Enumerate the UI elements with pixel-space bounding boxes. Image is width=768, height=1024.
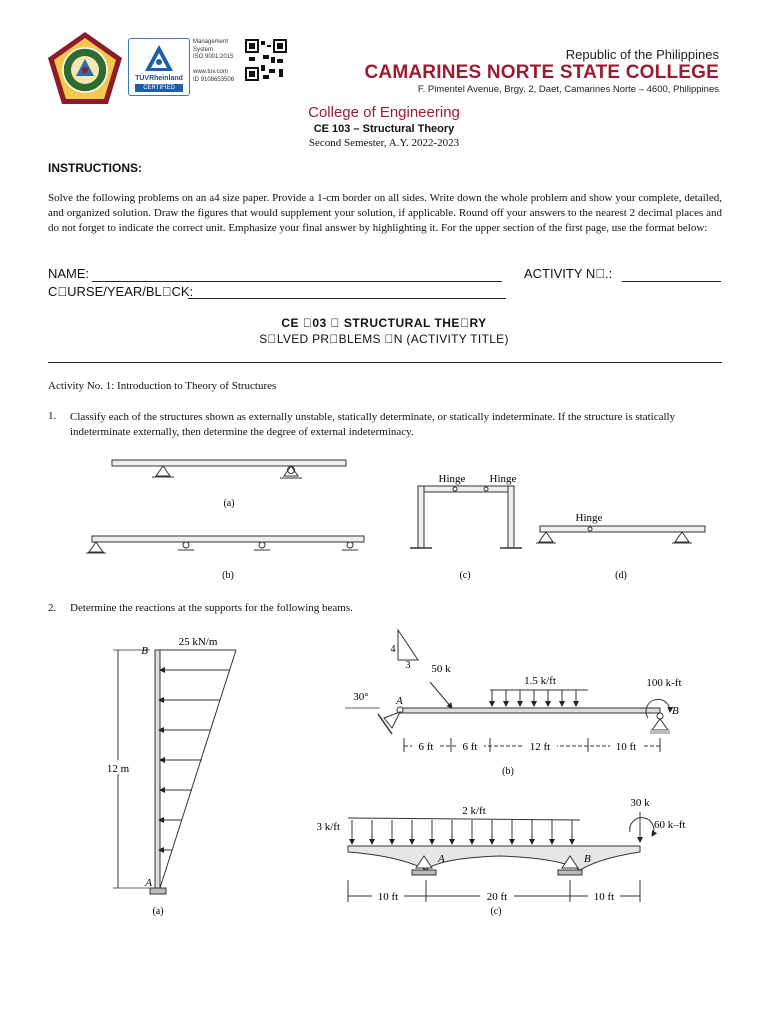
- left-load-label: 3 k/ft: [316, 821, 340, 833]
- dimension-1: 10 ft: [377, 891, 399, 903]
- tuv-certification-badge: [128, 38, 190, 96]
- figure-2c: [316, 797, 685, 917]
- cert-line: ID 9108653506: [193, 76, 235, 83]
- course-year-block-blank-line: [188, 298, 506, 299]
- activity-number-label: ACTIVITY N .:: [524, 266, 613, 281]
- dimension-3: 10 ft: [593, 891, 615, 903]
- caption-2b: (b): [502, 766, 514, 777]
- udl-label: 1.5 k/ft: [524, 675, 556, 687]
- tuv-certified-label: CERTIFIED: [135, 84, 183, 92]
- point-a-label: A: [396, 695, 403, 707]
- force-label: 30 k: [630, 797, 650, 809]
- dimension-4: 10 ft: [615, 741, 637, 753]
- college-name: CAMARINES NORTE STATE COLLEGE: [364, 62, 719, 83]
- point-b-label: B: [672, 705, 679, 717]
- college-address: F. Pimentel Avenue, Brgy. 2, Daet, Camarines Norte – 4600, Philippines: [417, 84, 719, 95]
- problem-2-number: 2.: [48, 602, 57, 614]
- problem-1-figures: [0, 450, 768, 590]
- point-a-label: A: [438, 853, 445, 865]
- height-label: 12 m: [106, 763, 130, 775]
- moment-label: 60 k–ft: [654, 819, 686, 831]
- caption-2a: (a): [152, 906, 164, 917]
- figure-2a: [100, 636, 236, 917]
- tuv-brand: TÜVRheinland: [135, 75, 183, 82]
- caption-1a: (a): [223, 498, 235, 509]
- tuv-logo-icon: [143, 43, 175, 73]
- slope-4-label: 4: [390, 644, 396, 655]
- activity-number-blank-line: [622, 281, 721, 282]
- certification-details: [193, 39, 253, 84]
- cert-line: www.tuv.com: [193, 69, 228, 75]
- cert-line: System: [193, 46, 214, 53]
- force-label: 50 k: [431, 663, 451, 675]
- mid-load-label: 2 k/ft: [462, 805, 486, 817]
- hinge-label: Hinge: [575, 512, 603, 524]
- name-label: NAME:: [48, 266, 90, 281]
- name-blank-line: [92, 281, 502, 282]
- hinge-label: Hinge: [489, 473, 517, 485]
- format-divider: [48, 362, 722, 363]
- format-subtitle: S LVED PR BLEMS  N (ACTIVITY TITLE): [259, 332, 509, 346]
- qr-code-icon: [245, 39, 287, 81]
- caption-1b: (b): [222, 570, 234, 581]
- problem-2-figures: [0, 620, 768, 920]
- problem-1-text: Classify each of the structures shown as externally unstable, statically determinate, or statically indeterminate. If the structure is statically indeterminate externally, then determine the degree of external indeterminacy.: [70, 411, 676, 438]
- figure-1a: [112, 460, 346, 509]
- cert-line: ISO 9001:2015: [193, 54, 234, 60]
- caption-1c: (c): [459, 570, 471, 581]
- dimension-2: 6 ft: [462, 741, 478, 753]
- figure-1c: [410, 473, 522, 581]
- instructions-heading: INSTRUCTIONS:: [48, 161, 142, 175]
- problem-2-text: Determine the reactions at the supports for the following beams.: [70, 602, 353, 614]
- point-a-label: A: [145, 877, 152, 889]
- format-title: CE  03   STRUCTURAL THE RY: [281, 316, 487, 330]
- figure-1d: [536, 512, 705, 581]
- figure-1b: [86, 536, 364, 581]
- hinge-label: Hinge: [438, 473, 466, 485]
- college-seal-logo: [46, 30, 124, 108]
- instructions-body: Solve the following problems on an a4 size paper. Provide a 1-cm border on all sides. Write down the whole problem and show your complete, detailed, and organized solution. Draw the figures that would supplement your solution, if applicable. Round off your answers to the nearest 2 decimal places and do not forget to indicate the correct unit. Emphasize your final answer by highlighting it. For the upper section of the first page, use the format below:: [48, 192, 722, 234]
- dimension-1: 6 ft: [418, 741, 434, 753]
- course-title: CE 103 – Structural Theory: [313, 123, 455, 135]
- point-b-label: B: [141, 645, 148, 657]
- activity-title: Activity No. 1: Introduction to Theory of Structures: [48, 380, 277, 392]
- caption-1d: (d): [615, 570, 627, 581]
- dimension-3: 12 ft: [529, 741, 551, 753]
- slope-3-label: 3: [405, 660, 411, 671]
- figure-2b: [345, 630, 682, 777]
- point-b-label: B: [584, 853, 591, 865]
- semester-line: Second Semester, A.Y. 2022-2023: [308, 137, 460, 149]
- angle-label: 30°: [353, 691, 369, 703]
- cert-line: Management: [193, 39, 229, 45]
- cert-line: [193, 62, 253, 70]
- moment-label: 100 k-ft: [646, 677, 682, 689]
- republic-line: Republic of the Philippines: [565, 47, 719, 62]
- caption-2c: (c): [490, 906, 502, 917]
- dimension-2: 20 ft: [486, 891, 508, 903]
- problem-1-number: 1.: [48, 410, 57, 422]
- department-title: College of Engineering: [308, 104, 460, 121]
- course-year-block-label: C URSE/YEAR/BL CK:: [48, 284, 194, 299]
- distributed-load-label: 25 kN/m: [178, 636, 218, 648]
